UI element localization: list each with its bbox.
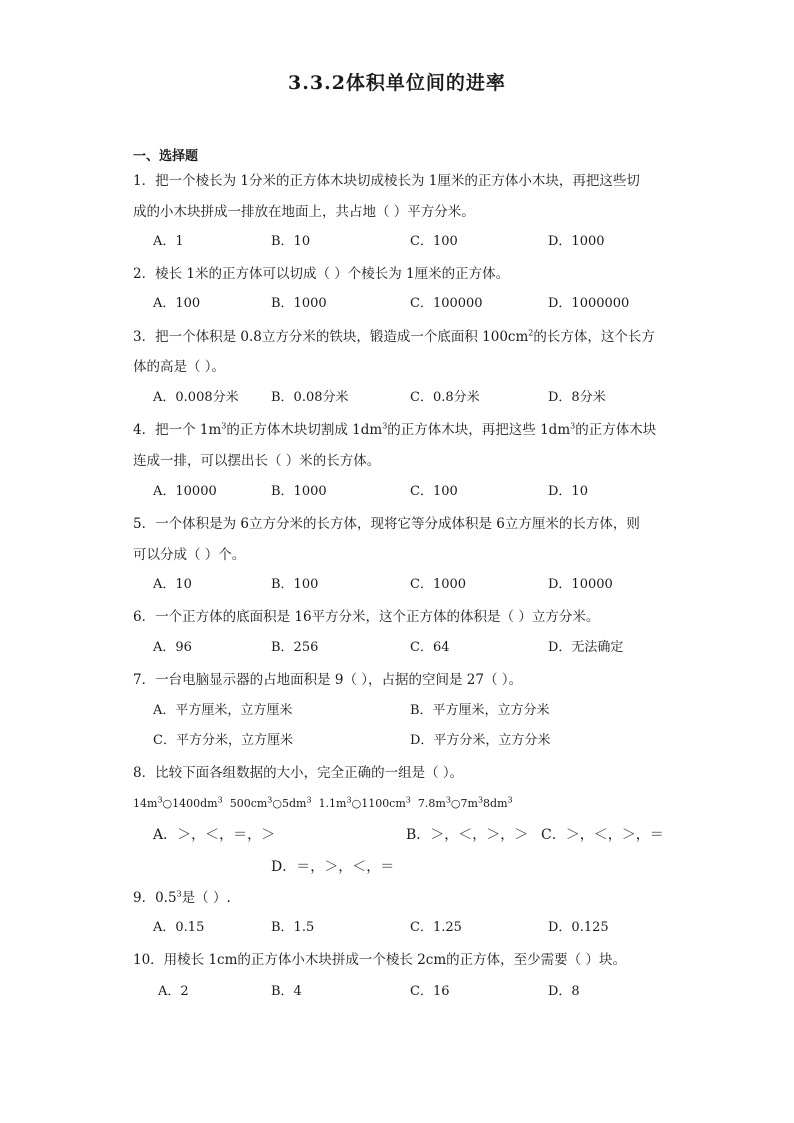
q1-option-b: B．10 [271,234,311,249]
q1-option-d: D．1000 [548,234,605,249]
q1-option-c: C．100 [410,234,458,249]
q3-option-b: B．0.08分米 [271,390,349,405]
q10-option-b: B．4 [271,984,302,999]
q8-option-c: C．＞，＜，＞，＝ [541,827,664,843]
q4-option-d: D．10 [548,484,588,499]
question-5-line-1: 5．一个体积是为 6立方分米的长方体，现将它等分成体积是 6立方厘米的长方体，则 [133,516,640,532]
q6-option-a: A．96 [153,640,192,655]
question-1-line-2: 成的小木块拼成一排放在地面上，共占地（ ）平方分米。 [133,204,475,220]
q3-option-d: D．8分米 [548,390,606,405]
q4-option-c: C．100 [410,484,458,499]
q6-option-d: D．无法确定 [548,640,624,655]
question-10-line-1: 10．用棱长 1cm的正方体小木块拼成一个棱长 2cm的正方体，至少需要（ ）块。 [133,952,626,968]
q4-option-b: B．1000 [271,484,327,499]
q5-option-d: D．10000 [548,577,613,592]
q6-option-c: C．64 [410,640,450,655]
page-title: 3.3.2体积单位间的进率 [288,72,506,94]
q10-option-a: A．2 [158,984,189,999]
q9-option-c: C．1.25 [410,920,462,935]
q2-option-a: A．100 [153,296,201,311]
q9-option-a: A．0.15 [153,920,205,935]
q2-option-b: B．1000 [271,296,327,311]
question-3-line-2: 体的高是（ ）。 [133,359,226,375]
q8-option-d: D．＝，＞，＜，＝ [271,859,395,875]
question-4-line-1: 4．把一个 $1m^3$的正方体木块切割成 $1dm^3$的正方体木块，再把这些 $1dm^3$的正方体木块 [133,421,657,438]
q5-option-a: A．10 [153,577,192,592]
q9-option-b: B．1.5 [271,920,315,935]
q7-option-b: B．平方厘米，立方分米 [410,703,550,718]
question-8-line-1: 8．比较下面各组数据的大小，完全正确的一组是（ ）。 [133,765,464,781]
question-9-line-1: 9．$0.5^3$是（ ）. [133,889,231,906]
question-6-line-1: 6．一个正方体的底面积是 16平方分米，这个正方体的体积是（ ）立方分米。 [133,609,600,625]
q9-option-d: D．0.125 [548,920,609,935]
q4-option-a: A．10000 [153,484,217,499]
q8-option-a: A．＞，＜，＝，＞ [153,827,276,843]
question-1-line-1: 1．把一个棱长为 1分米的正方体木块切成棱长为 1厘米的正方体小木块，再把这些切 [133,173,640,189]
q7-option-c: C．平方分米，立方厘米 [153,733,293,748]
q5-option-b: B．100 [271,577,319,592]
q3-option-c: C．0.8分米 [410,390,480,405]
q10-option-d: D．8 [548,984,580,999]
q6-option-b: B．256 [271,640,319,655]
q1-option-a: A．1 [153,234,184,249]
q10-option-c: C．16 [410,984,450,999]
q7-option-a: A．平方厘米，立方厘米 [153,703,293,718]
q5-option-c: C．1000 [410,577,467,592]
q8-option-b: B．＞，＜，＞，＞ [406,827,529,843]
question-3-line-1: 3．把一个体积是 0.8立方分米的铁块，锻造成一个底面积 $100cm^2$的长方体，这个长方 [133,328,655,345]
question-4-line-2: 连成一排，可以摆出长（ ）米的长方体。 [133,453,381,469]
question-7-line-1: 7．一台电脑显示器的占地面积是 9（ ），占据的空间是 27（ ）。 [133,672,523,688]
question-8-expressions: $14m^3○1400dm^3$ $500cm^3○5dm^3$ $1.1m^3○1100cm^3$ $7.8m^3○7m^38dm^3$ [133,795,513,810]
q7-option-d: D．平方分米，立方分米 [410,733,551,748]
section-heading: 一、选择题 [133,149,199,164]
question-5-line-2: 可以分成（ ）个。 [133,547,246,563]
q3-option-a: A．0.008分米 [153,390,239,405]
q2-option-c: C．100000 [410,296,483,311]
q2-option-d: D．1000000 [548,296,630,311]
question-2-line-1: 2．棱长 1米的正方体可以切成（ ）个棱长为 1厘米的正方体。 [133,266,510,282]
